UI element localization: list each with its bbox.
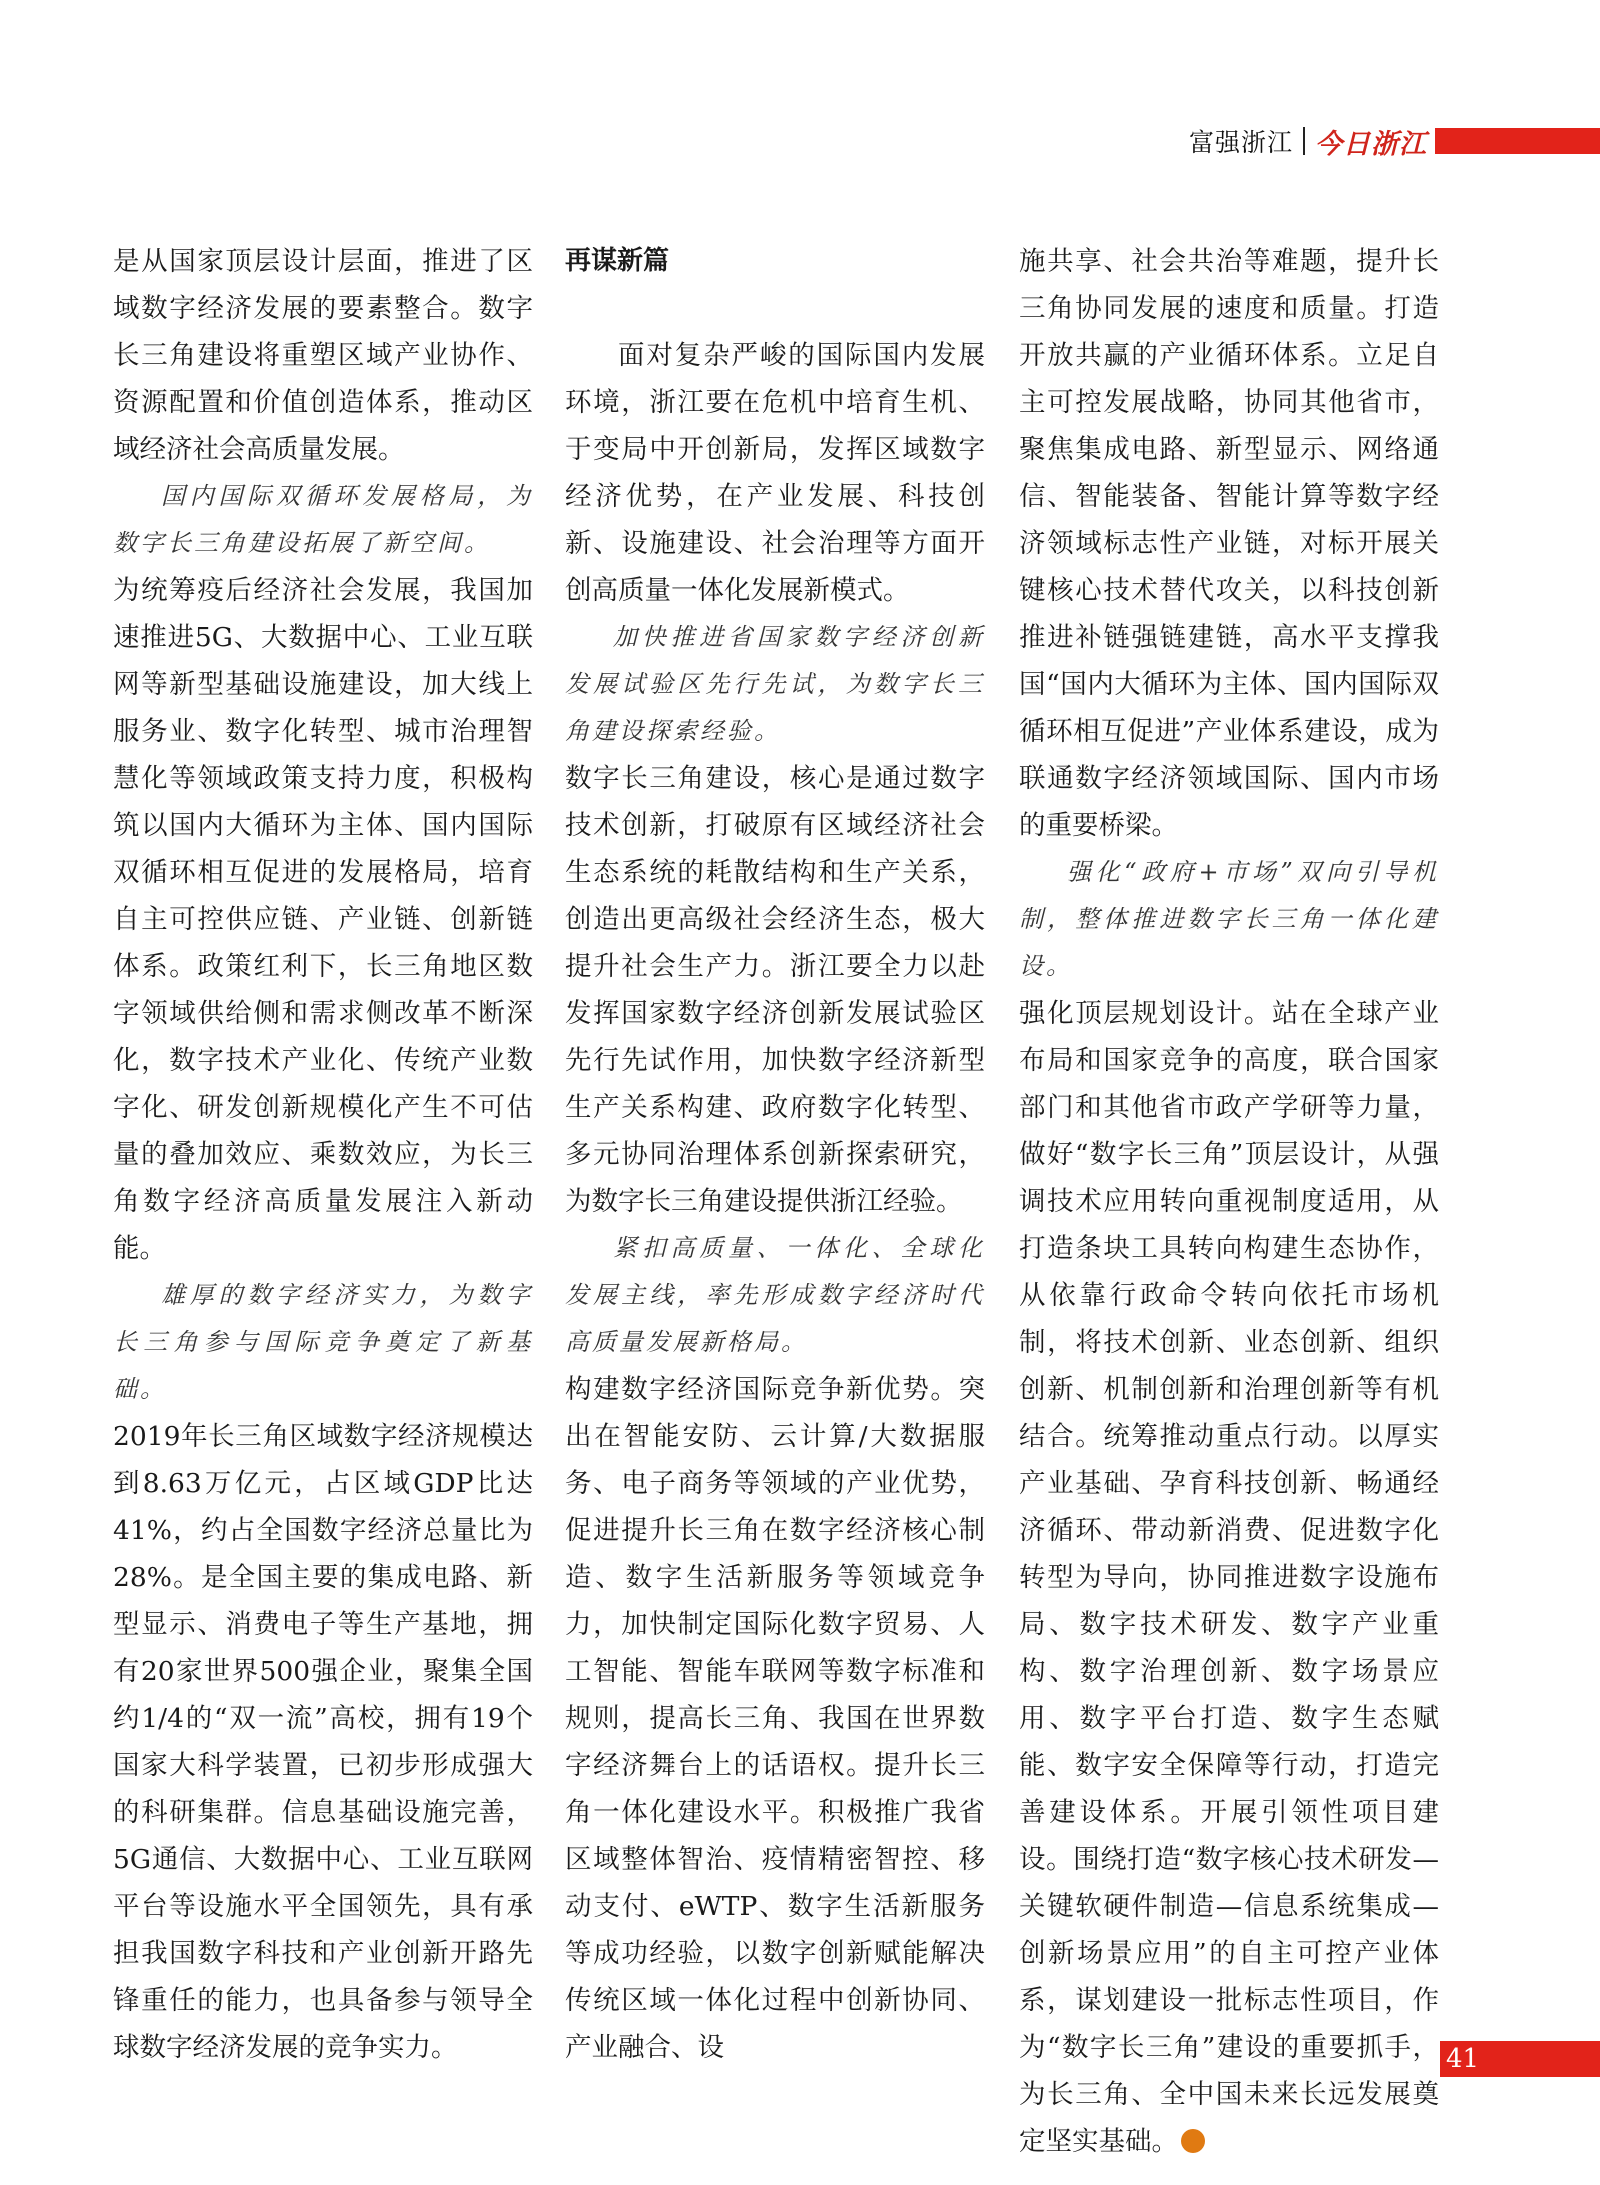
article-end-icon <box>1181 2129 1205 2153</box>
magazine-logo: 今日浙江 <box>1315 128 1427 160</box>
section-label: 富强浙江 <box>1188 128 1293 157</box>
col3-paragraph-1: 施共享、社会共治等难题，提升长三角协同发展的速度和质量。打造开放共赢的产业循环体系。立足自主可控发展战略，协同其他省市，聚焦集成电路、新型显示、网络通信、智能装备、智能计算等数字经济领域标志性产业链，对标开展关键核心技术替代攻关，以科技创新推进补链强链建链，高水平支撑我国“国内大循环为主体、国内国际双循环相互促进”产业体系建设，成为联通数字经济领域国际、国内市场的重要桥梁。 <box>1019 246 1439 841</box>
section-subheading: 再谋新篇 <box>565 246 670 276</box>
col2-paragraph-2: 数字长三角建设，核心是通过数字技术创新，打破原有区域经济社会生态系统的耗散结构和生产关系，创造出更高级社会经济生态，极大提升社会生产力。浙江要全力以赴发挥国家数字经济创新发展试验区先行先试作用，加快数字经济新型生产关系构建、政府数字化转型、多元协同治理体系创新探索研究，为数字长三角建设提供浙江经验。 <box>565 763 985 1217</box>
column-1 <box>113 238 533 2071</box>
col1-lead-2: 国内国际双循环发展格局，为数字长三角建设拓展了新空间。 <box>113 482 533 557</box>
col2-lead-2: 加快推进省国家数字经济创新发展试验区先行先试，为数字长三角建设探索经验。 <box>565 623 985 745</box>
page-header <box>1189 124 1600 158</box>
column-2 <box>565 238 985 2071</box>
header-divider <box>1303 127 1305 155</box>
col3-paragraph-2 <box>1019 990 1439 2165</box>
col3-paragraph-2-text: 强化顶层规划设计。站在全球产业布局和国家竞争的高度，联合国家部门和其他省市政产学研等力量，做好“数字长三角”顶层设计，从强调技术应用转向重视制度适用，从打造条块工具转向构建生态协作，从依靠行政命令转向依托市场机制，将技术创新、业态创新、组织创新、机制创新和治理创新等有机结合。统筹推动重点行动。以厚实产业基础、孕育科技创新、畅通经济循环、带动新消费、促进数字化转型为导向，协同推进数字设施布局、数字技术研发、数字产业重构、数字治理创新、数字场景应用、数字平台打造、数字生态赋能、数字安全保障等行动，打造完善建设体系。开展引领性项目建设。围绕打造“数字核心技术研发—关键软硬件制造—信息系统集成—创新场景应用”的自主可控产业体系，谋划建设一批标志性项目，作为“数字长三角”建设的重要抓手，为长三角、全中国未来长远发展奠定坚实基础。 <box>1019 998 1439 2157</box>
column-3 <box>1019 238 1439 2165</box>
col2-paragraph-3: 构建数字经济国际竞争新优势。突出在智能安防、云计算/大数据服务、电子商务等领域的产业优势，促进提升长三角在数字经济核心制造、数字生活新服务等领域竞争力，加快制定国际化数字贸易、人工智能、智能车联网等数字标准和规则，提高长三角、我国在世界数字经济舞台上的话语权。提升长三角一体化建设水平。积极推广我省区域整体智治、疫情精密智控、移动支付、eWTP、数字生活新服务等成功经验，以数字创新赋能解决传统区域一体化过程中创新协同、产业融合、设 <box>565 1374 985 2063</box>
col2-paragraph-1: 面对复杂严峻的国际国内发展环境，浙江要在危机中培育生机、于变局中开创新局，发挥区域数字经济优势，在产业发展、科技创新、设施建设、社会治理等方面开创高质量一体化发展新模式。 <box>565 340 985 606</box>
header-red-bar <box>1435 128 1600 154</box>
col1-paragraph-3: 2019年长三角区域数字经济规模达到8.63万亿元，占区域GDP比达41%，约占全国数字经济总量比为28%。是全国主要的集成电路、新型显示、消费电子等生产基地，拥有20家世界500强企业，聚集全国约1/4的“双一流”高校，拥有19个国家大科学装置，已初步形成强大的科研集群。信息基础设施完善，5G通信、大数据中心、工业互联网平台等设施水平全国领先，具有承担我国数字科技和产业创新开路先锋重任的能力，也具备参与领导全球数字经济发展的竞争实力。 <box>113 1421 533 2063</box>
col1-lead-3: 雄厚的数字经济实力，为数字长三角参与国际竞争奠定了新基础。 <box>113 1281 533 1403</box>
col3-lead-2: 强化“政府+市场”双向引导机制，整体推进数字长三角一体化建设。 <box>1019 858 1439 980</box>
col1-paragraph-2: 为统筹疫后经济社会发展，我国加速推进5G、大数据中心、工业互联网等新型基础设施建设，加大线上服务业、数字化转型、城市治理智慧化等领域政策支持力度，积极构筑以国内大循环为主体、国内国际双循环相互促进的发展格局，培育自主可控供应链、产业链、创新链体系。政策红利下，长三角地区数字领域供给侧和需求侧改革不断深化，数字技术产业化、传统产业数字化、研发创新规模化产生不可估量的叠加效应、乘数效应，为长三角数字经济高质量发展注入新动能。 <box>113 575 533 1264</box>
page-number: 41 <box>1446 2044 1480 2074</box>
col1-paragraph-1: 是从国家顶层设计层面，推进了区域数字经济发展的要素整合。数字长三角建设将重塑区域产业协作、资源配置和价值创造体系，推动区域经济社会高质量发展。 <box>113 246 533 465</box>
page-number-bar <box>1440 2041 1600 2077</box>
col2-lead-3: 紧扣高质量、一体化、全球化发展主线，率先形成数字经济时代高质量发展新格局。 <box>565 1234 985 1356</box>
